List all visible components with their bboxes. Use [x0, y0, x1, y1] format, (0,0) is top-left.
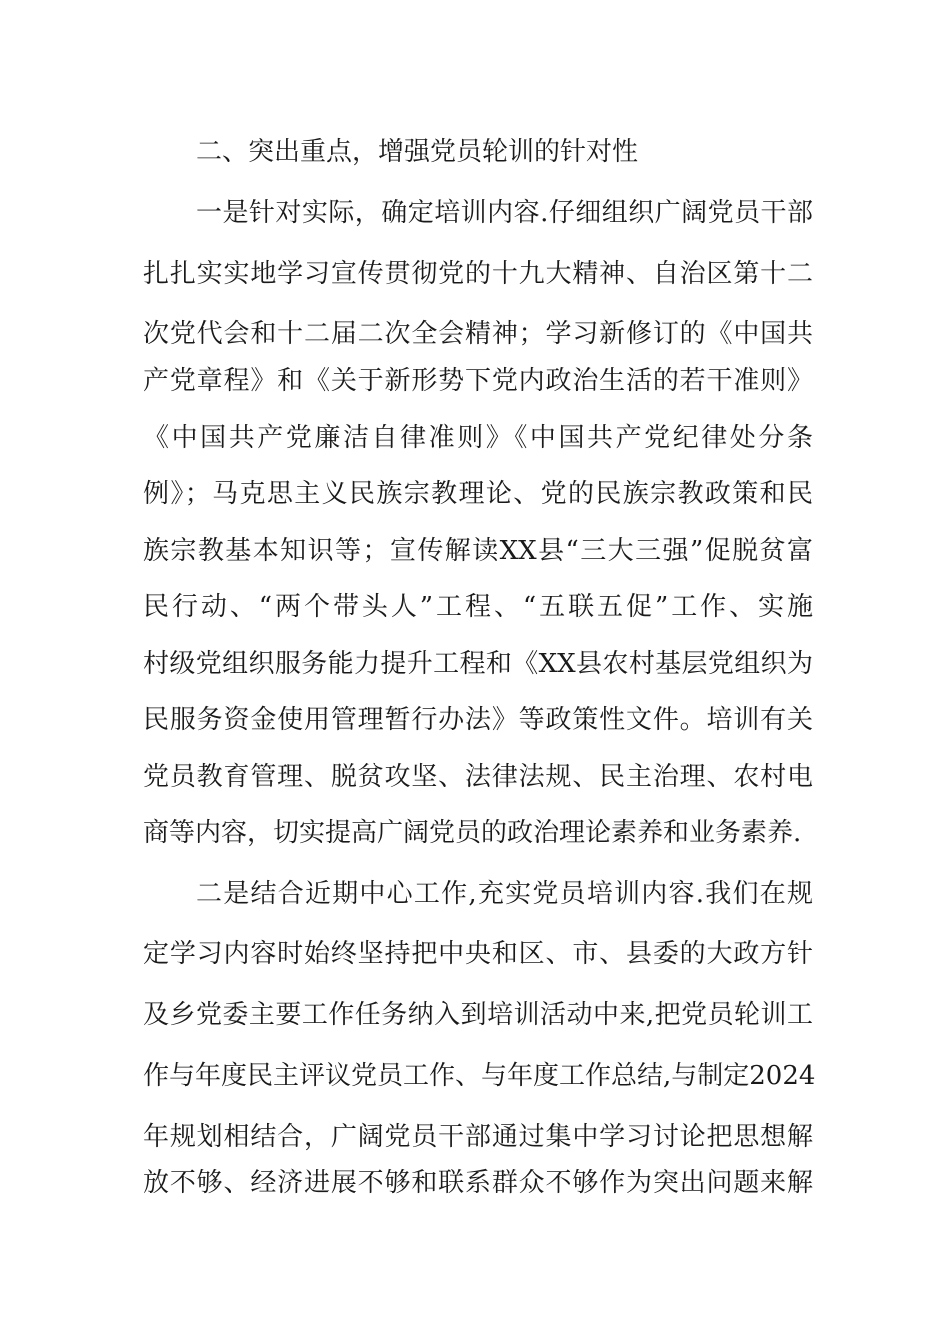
paragraph-line: 定学习内容时始终坚持把中央和区、市、县委的大政方针	[143, 939, 813, 969]
paragraph-line: 党员教育管理、脱贫攻坚、法律法规、民主治理、农村电	[143, 762, 813, 792]
paragraph-line: 扎扎实实地学习宣传贯彻党的十九大精神、自治区第十二	[143, 259, 813, 289]
section-heading: 二、突出重点，增强党员轮训的针对性	[196, 137, 639, 167]
paragraph-line: 及乡党委主要工作任务纳入到培训活动中来,把党员轮训工	[143, 1000, 813, 1030]
paragraph-line: 二是结合近期中心工作,充实党员培训内容.我们在规	[196, 879, 813, 909]
paragraph-line: 村级党组织服务能力提升工程和《XX县农村基层党组织为	[143, 649, 813, 679]
paragraph-line: 民服务资金使用管理暂行办法》等政策性文件。培训有关	[143, 705, 813, 735]
paragraph-line: 例》；马克思主义民族宗教理论、党的民族宗教政策和民	[143, 479, 813, 509]
paragraph-line: 作与年度民主评议党员工作、与年度工作总结,与制定2024	[143, 1061, 816, 1091]
paragraph-line: 放不够、经济进展不够和联系群众不够作为突出问题来解	[143, 1168, 813, 1198]
paragraph-line: 次党代会和十二届二次全会精神；学习新修订的《中国共	[143, 319, 813, 349]
paragraph-line: 《中国共产党廉洁自律准则》《中国共产党纪律处分条	[143, 423, 813, 453]
paragraph-line: 商等内容，切实提高广阔党员的政治理论素养和业务素养.	[143, 818, 802, 848]
paragraph-line: 民行动、“两个带头人”工程、“五联五促”工作、实施	[143, 592, 813, 622]
paragraph-line: 一是针对实际，确定培训内容.仔细组织广阔党员干部	[196, 198, 813, 228]
paragraph-line: 产党章程》和《关于新形势下党内政治生活的若干准则》	[143, 366, 813, 396]
paragraph-line: 族宗教基本知识等；宣传解读XX县“三大三强”促脱贫富	[143, 536, 813, 566]
paragraph-line: 年规划相结合，广阔党员干部通过集中学习讨论把思想解	[143, 1122, 813, 1152]
